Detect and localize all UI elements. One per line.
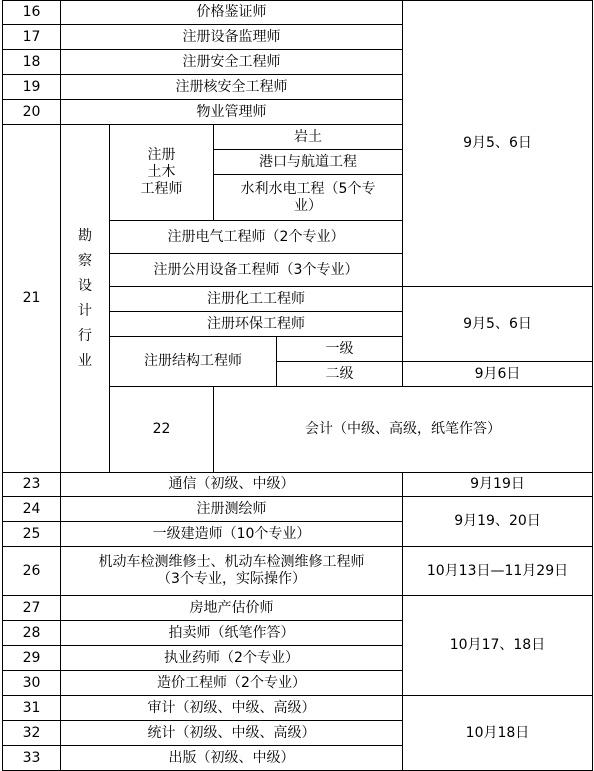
row-number: 19 — [3, 75, 61, 100]
exam-level: 一级 — [277, 337, 403, 362]
exam-name: 注册测绘师 — [61, 497, 403, 522]
exam-name: 审计（初级、中级、高级） — [61, 696, 403, 721]
table-row — [3, 473, 593, 497]
exam-subtype: 岩土 — [214, 125, 403, 150]
exam-name: 机动车检测维修士、机动车检测维修工程师 （3个专业，实际操作） — [61, 547, 403, 596]
exam-date: 9月5、6日 — [403, 287, 593, 362]
exam-name: 注册核安全工程师 — [61, 75, 403, 100]
exam-name: 注册结构工程师 — [110, 337, 277, 387]
exam-date: 9月19、20日 — [403, 497, 593, 547]
exam-date: 10月17、18日 — [403, 596, 593, 696]
exam-date: 9月5、6日 — [403, 1, 593, 287]
exam-name: 房地产估价师 — [61, 596, 403, 621]
group-label-text: 勘察设计行业 — [78, 227, 92, 369]
row-number: 21 — [3, 125, 61, 473]
row-number: 24 — [3, 497, 61, 522]
exam-schedule-table — [2, 0, 593, 771]
exam-subtype: 水利水电工程（5个专 业） — [214, 175, 403, 221]
exam-date: 10月13日—11月29日 — [403, 547, 593, 596]
exam-subtype: 港口与航道工程 — [214, 150, 403, 175]
row-number: 28 — [3, 621, 61, 646]
row-number: 29 — [3, 646, 61, 671]
table-row — [3, 696, 593, 721]
exam-name: 统计（初级、中级、高级） — [61, 721, 403, 746]
table-row — [3, 547, 593, 596]
table-row — [3, 1, 593, 25]
exam-level: 二级 — [277, 362, 403, 387]
row-number: 17 — [3, 25, 61, 50]
exam-name: 一级建造师（10个专业） — [61, 522, 403, 547]
row-number: 22 — [110, 387, 214, 473]
row-number: 33 — [3, 746, 61, 771]
row-number: 32 — [3, 721, 61, 746]
table-row — [3, 497, 593, 522]
row-number: 31 — [3, 696, 61, 721]
civil-engineer-label: 注册 土木 工程师 — [110, 125, 214, 221]
row-number: 23 — [3, 473, 61, 497]
row-number: 30 — [3, 671, 61, 696]
exam-name: 造价工程师（2个专业） — [61, 671, 403, 696]
exam-date: 10月18日 — [403, 696, 593, 771]
exam-name: 注册电气工程师（2个专业） — [110, 221, 403, 254]
row-number: 20 — [3, 100, 61, 125]
row-number: 25 — [3, 522, 61, 547]
exam-name: 物业管理师 — [61, 100, 403, 125]
exam-name: 出版（初级、中级） — [61, 746, 403, 771]
row-number: 16 — [3, 1, 61, 25]
exam-name: 拍卖师（纸笔作答） — [61, 621, 403, 646]
exam-date: 9月6日 — [403, 362, 593, 387]
exam-name: 执业药师（2个专业） — [61, 646, 403, 671]
exam-name: 注册化工工程师 — [110, 287, 403, 312]
exam-name: 注册环保工程师 — [110, 312, 403, 337]
exam-name: 注册设备监理师 — [61, 25, 403, 50]
table-row — [3, 596, 593, 621]
exam-name: 通信（初级、中级） — [61, 473, 403, 497]
row-number: 26 — [3, 547, 61, 596]
exam-date: 9月19日 — [403, 473, 593, 497]
row-number: 27 — [3, 596, 61, 621]
exam-name: 会计（中级、高级，纸笔作答） — [214, 387, 593, 473]
exam-name: 价格鉴证师 — [61, 1, 403, 25]
group-label — [61, 125, 110, 473]
row-number: 18 — [3, 50, 61, 75]
exam-name: 注册安全工程师 — [61, 50, 403, 75]
exam-name: 注册公用设备工程师（3个专业） — [110, 254, 403, 287]
